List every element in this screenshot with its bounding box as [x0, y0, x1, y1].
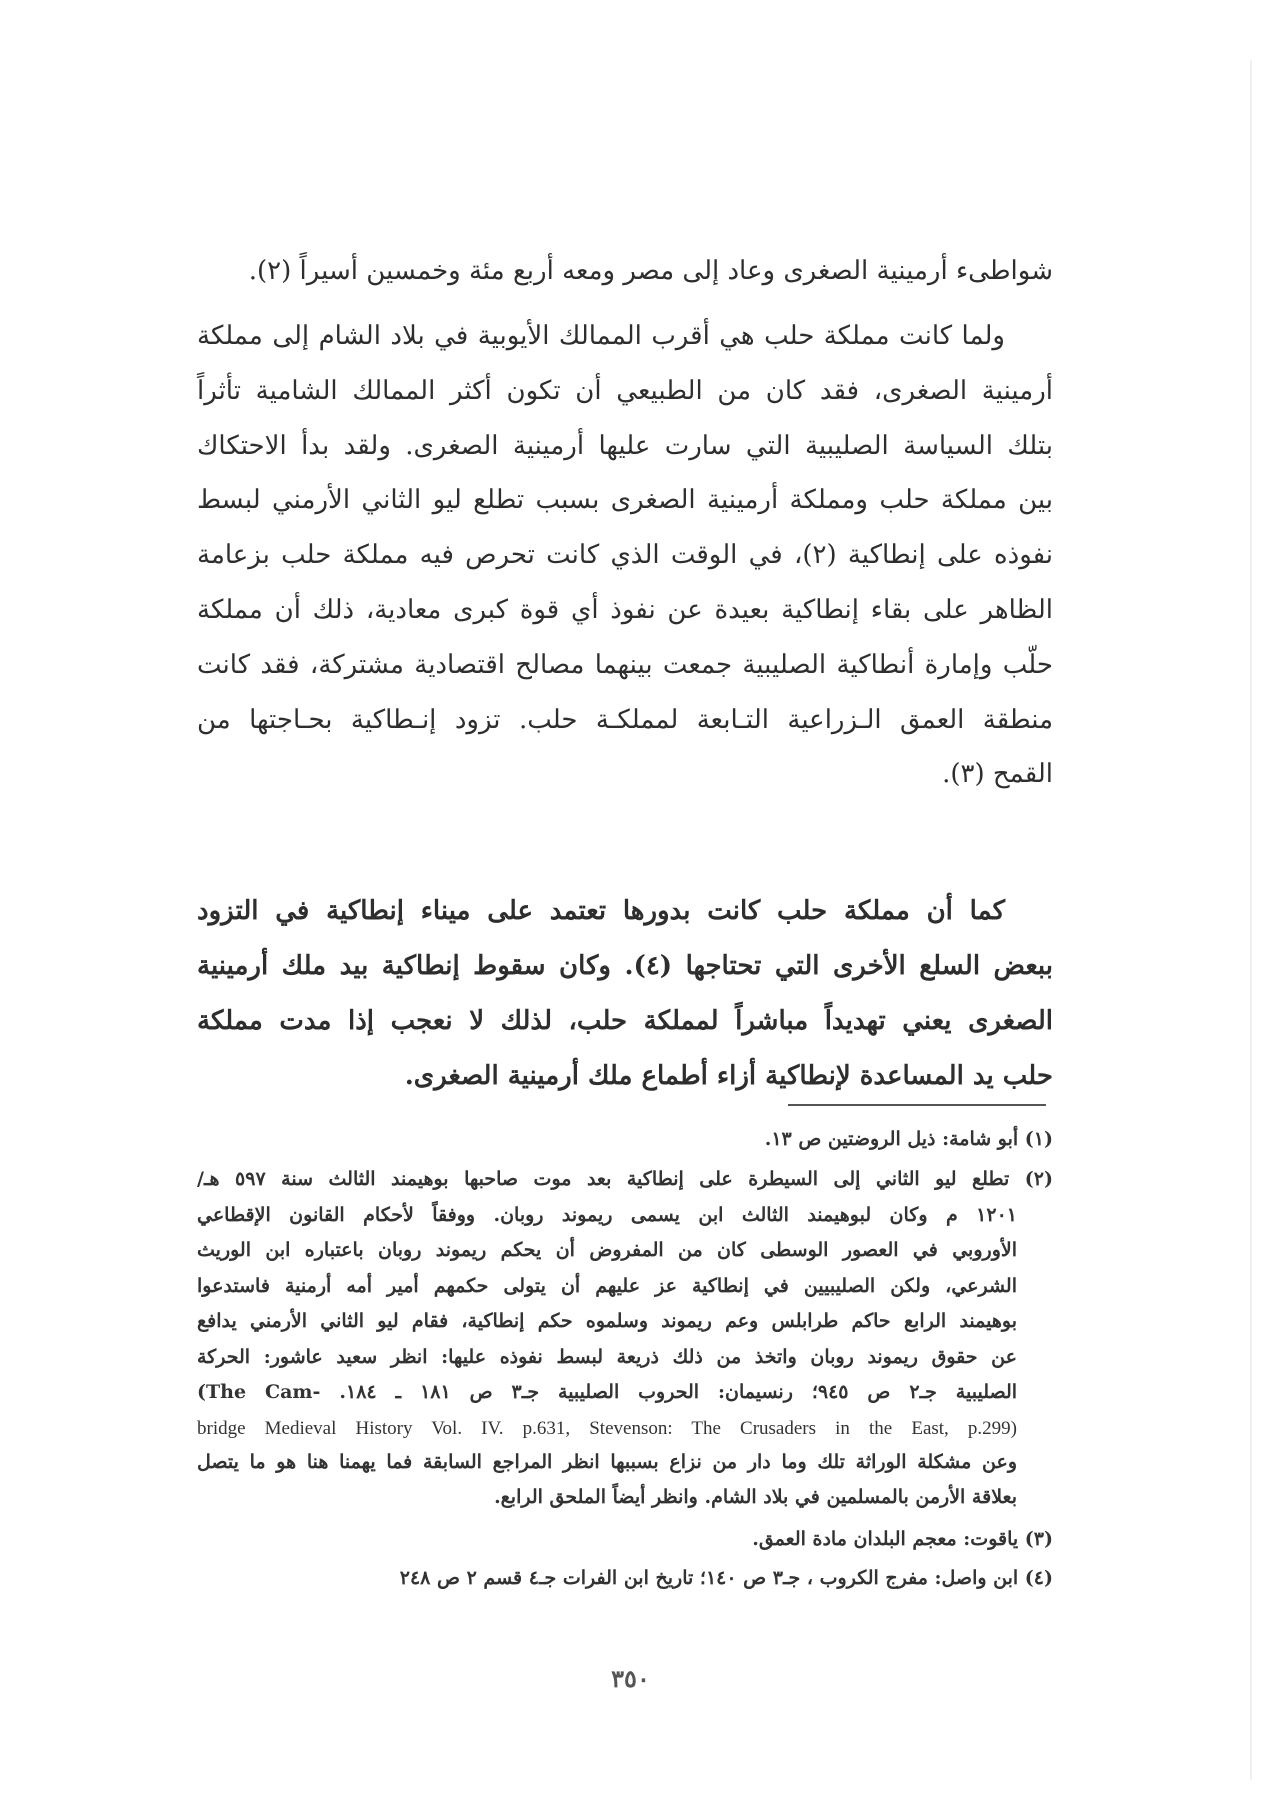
paragraph-2-line: الصغرى يعني تهديداً مباشراً لمملكة حلب، لذلك لا نعجب إذا مدت مملكة: [197, 1006, 1053, 1036]
paragraph-2-line: حلب يد المساعدة لإنطاكية أزاء أطماع ملك أرمينية الصغرى.: [404, 1061, 1053, 1091]
footnote-2-line: عن حقوق ريموند روبان واتخذ من ذلك ذريعة لبسط نفوذه عليها: انظر سعيد عاشور: الحركة: [197, 1346, 1017, 1368]
footnote-separator: [788, 1104, 1046, 1106]
paragraph-1-line: الظاهر على بقاء إنطاكية بعيدة عن نفوذ أي قوة كبرى معادية، ذلك أن مملكة: [197, 595, 1053, 625]
paragraph-1-line: أرمينية الصغرى، فقد كان من الطبيعي أن تكون أكثر الممالك الشامية تأثراً: [197, 376, 1053, 406]
footnote-2-line: الصليبية جـ٢ ص ٩٤٥؛ رنسيمان: الحروب الصليبية جـ٣ ص ١٨١ ـ ١٨٤. -The Cam): [197, 1381, 1018, 1403]
page-edge-shadow: [1250, 60, 1252, 1780]
footnote-2-latin-line: bridge Medieval History Vol. IV. p.631, Stevenson: The Crusaders in the East, p.299): [197, 1418, 1017, 1439]
footnote-2-line: الأوروبي في العصور الوسطى كان من المفروض أن يحكم ريموند روبان باعتباره ابن الوريث: [197, 1239, 1017, 1261]
footnote-2-line: (٢) تطلع ليو الثاني إلى السيطرة على إنطاكية بعد موت صاحبها بوهيمند الثالث سنة ٥٩٧ هـ/: [197, 1168, 1053, 1190]
paragraph-1-line: ولما كانت مملكة حلب هي أقرب الممالك الأيوبية في بلاد الشام إلى مملكة: [197, 321, 1005, 351]
paragraph-2-line: كما أن مملكة حلب كانت بدورها تعتمد على ميناء إنطاكية في التزود: [197, 896, 1005, 926]
paragraph-1-line: بين مملكة حلب ومملكة أرمينية الصغرى بسبب تطلع ليو الثاني الأرمني لبسط: [197, 485, 1053, 515]
paragraph-1-line: نفوذه على إنطاكية (٢)، في الوقت الذي كانت تحرص فيه مملكة حلب بزعامة: [197, 540, 1054, 570]
footnote-2-line: بوهيمند الرابع حاكم طرابلس وعم ريموند وسلموه حكم إنطاكية، فقام ليو الثاني الأرمني يدافع: [197, 1310, 1017, 1332]
paragraph-1-line: القمح (٣).: [942, 759, 1053, 789]
footnote-3: (٣) ياقوت: معجم البلدان مادة العمق.: [752, 1528, 1053, 1550]
paragraph-1-line: بتلك السياسة الصليبية التي سارت عليها أرمينية الصغرى. ولقد بدأ الاحتكاك: [197, 431, 1053, 461]
footnote-2-line: الشرعي، ولكن الصليبيين في إنطاكية عز عليهم أن يتولى حكمهم أمير أمه أرمنية فاستدعوا: [197, 1275, 1017, 1297]
footnote-4: (٤) ابن واصل: مفرج الكروب ، جـ٣ ص ١٤٠؛ تاريخ ابن الفرات جـ٤ قسم ٢ ص ٢٤٨: [399, 1567, 1053, 1589]
footnote-1: (١) أبو شامة: ذيل الروضتين ص ١٣.: [764, 1128, 1053, 1150]
opening-line: شواطىء أرمينية الصغرى وعاد إلى مصر ومعه أربع مئة وخمسين أسيراً (٢).: [248, 256, 1053, 286]
paragraph-2-line: ببعض السلع الأخرى التي تحتاجها (٤). وكان سقوط إنطاكية بيد ملك أرمينية: [197, 951, 1053, 981]
paragraph-1-line: حلّب وإمارة أنطاكية الصليبية جمعت بينهما مصالح اقتصادية مشتركة، فقد كانت: [197, 650, 1053, 680]
paragraph-1-line: منطقة العمق الـزراعية التـابعة لمملكـة حلب. تزود إنـطاكية بحـاجتها من: [197, 705, 1053, 735]
page-number: ٣٥٠: [611, 1664, 650, 1693]
footnote-2-line: بعلاقة الأرمن بالمسلمين في بلاد الشام. وانظر أيضاً الملحق الرابع.: [494, 1486, 1017, 1508]
footnote-2-line: وعن مشكلة الوراثة تلك وما دار من نزاع بسببها انظر المراجع السابقة فما يهمنا هنا هو ما يتصل: [197, 1451, 1017, 1473]
footnote-2-line: ١٢٠١ م وكان لبوهيمند الثالث ابن يسمى ريموند روبان. ووفقاً لأحكام القانون الإقطاعي: [197, 1204, 1017, 1226]
